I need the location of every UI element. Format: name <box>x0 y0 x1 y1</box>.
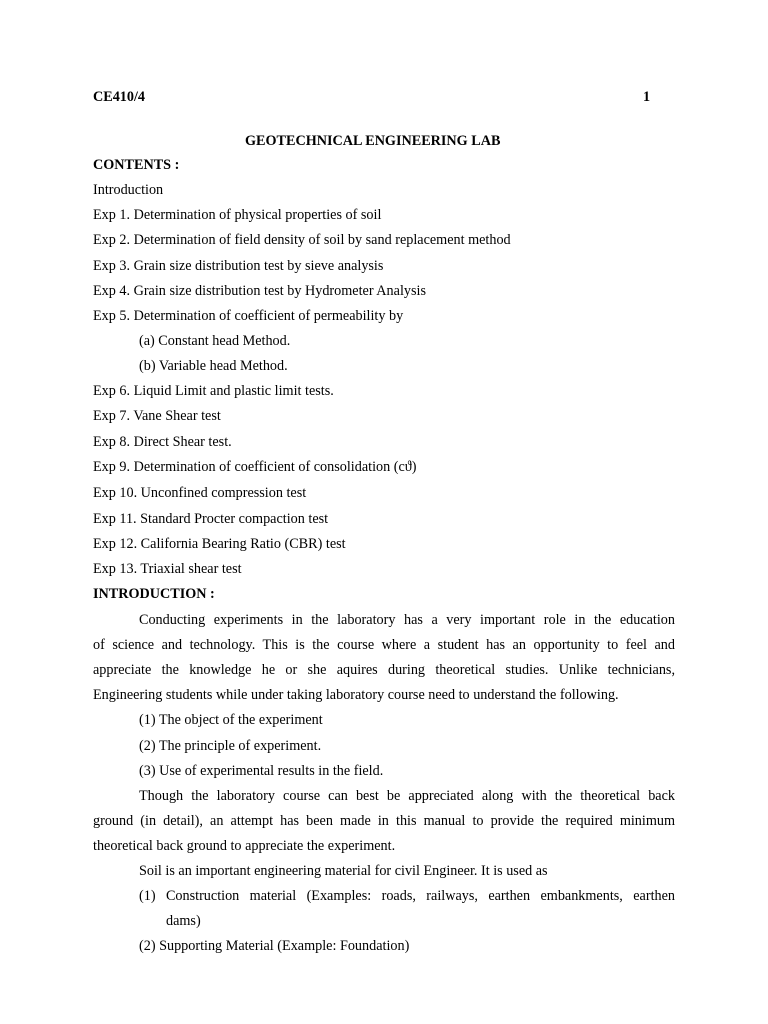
intro-list-item: (2) Supporting Material (Example: Foundation) <box>139 938 410 954</box>
introduction-heading: INTRODUCTION : <box>93 586 215 602</box>
contents-item: Exp 13. Triaxial shear test <box>93 561 242 577</box>
contents-subitem: (b) Variable head Method. <box>139 358 288 374</box>
contents-item: Exp 2. Determination of field density of soil by sand replacement method <box>93 232 511 248</box>
contents-item: Exp 7. Vane Shear test <box>93 408 221 424</box>
contents-item: Exp 11. Standard Procter compaction test <box>93 511 329 527</box>
intro-paragraph-line: Engineering students while under taking laboratory course need to understand the following. <box>93 687 619 703</box>
intro-paragraph-line: Conducting experiments in the laboratory has a very important role in the education <box>139 612 675 628</box>
intro-list-item: (1) The object of the experiment <box>139 712 323 728</box>
contents-item: Exp 8. Direct Shear test. <box>93 434 232 450</box>
contents-item: Exp 1. Determination of physical properties of soil <box>93 207 382 223</box>
intro-paragraph-line: theoretical back ground to appreciate the experiment. <box>93 838 396 854</box>
contents-item: Introduction <box>93 182 164 198</box>
contents-item: Exp 12. California Bearing Ratio (CBR) test <box>93 536 346 552</box>
intro-list-item: (3) Use of experimental results in the field. <box>139 763 384 779</box>
contents-item: Exp 9. Determination of coefficient of consolidation (cϑ) <box>93 459 417 475</box>
contents-subitem: (a) Constant head Method. <box>139 333 291 349</box>
page-number: 1 <box>643 89 651 105</box>
page-title: GEOTECHNICAL ENGINEERING LAB <box>245 133 501 149</box>
intro-list-item: (2) The principle of experiment. <box>139 738 322 754</box>
intro-paragraph-line: Soil is an important engineering material for civil Engineer. It is used as <box>139 863 548 879</box>
contents-item: Exp 3. Grain size distribution test by sieve analysis <box>93 258 384 274</box>
contents-item: Exp 5. Determination of coefficient of permeability by <box>93 308 404 324</box>
contents-item: Exp 10. Unconfined compression test <box>93 485 307 501</box>
intro-paragraph-line: appreciate the knowledge he or she aquires during theoretical studies. Unlike technicians, <box>93 662 675 678</box>
intro-paragraph-line: ground (in detail), an attempt has been made in this manual to provide the required minimum <box>93 813 675 829</box>
contents-item: Exp 4. Grain size distribution test by Hydrometer Analysis <box>93 283 426 299</box>
intro-paragraph-line: Though the laboratory course can best be appreciated along with the theoretical back <box>139 788 675 804</box>
contents-item: Exp 6. Liquid Limit and plastic limit tests. <box>93 383 334 399</box>
intro-paragraph-line: of science and technology. This is the course where a student has an opportunity to feel and <box>93 637 675 653</box>
contents-heading: CONTENTS : <box>93 157 180 173</box>
intro-list-item: (1) Construction material (Examples: roads, railways, earthen embankments, earthen <box>139 888 675 904</box>
intro-list-item-continuation: dams) <box>166 913 201 929</box>
course-code: CE410/4 <box>93 89 146 105</box>
